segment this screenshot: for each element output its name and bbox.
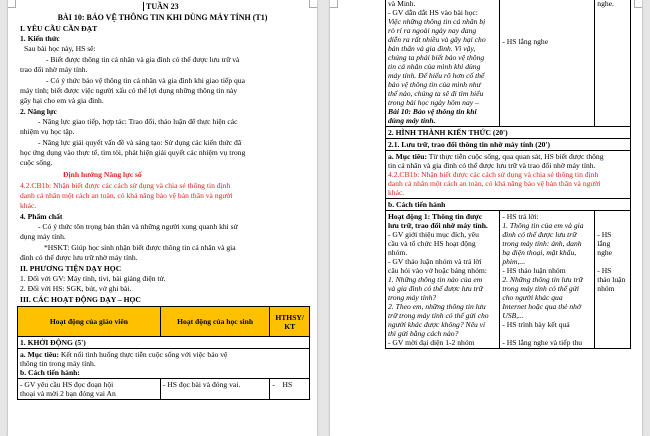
cell-line: 1. Những thông tin nào của em	[388, 275, 483, 284]
cell-line: bảo vệ thông tin của mình như	[388, 80, 481, 89]
table-cell-support: - HS	[270, 379, 310, 400]
cell-line: 2. Theo em, những thông tin lưu	[388, 302, 486, 311]
cell-line: lắng	[597, 239, 611, 248]
cell-line: và Minh.	[388, 0, 416, 8]
subsection-heading: 4. Phẩm chất	[20, 212, 63, 221]
table-cell-student	[500, 211, 595, 349]
paragraph-line: học ứng dụng vào thực tế, tìm tòi, phát hiện giải quyết các nhiệm vụ trong	[20, 148, 246, 157]
cell-line: trong máy tính?	[388, 293, 437, 302]
table-row-subsection: 2.1. Lưu trữ, trao đổi thông tin nhờ máy tính (20')	[386, 139, 631, 151]
document-page-right	[330, 0, 642, 436]
subsection-heading: 2. Năng lực	[20, 107, 57, 116]
section-heading: III. CÁC HOẠT ĐỘNG DẠY – HỌC	[20, 295, 141, 304]
red-paragraph-line: khác.	[20, 201, 37, 210]
paragraph-line: - Có ý thức bảo vệ thông tin cá nhân và gia đình khi giao tiếp qua	[46, 76, 245, 85]
paragraph-line: *HSKT: Giúp học sinh nhận biết được thông tin cá nhân và gia	[44, 243, 236, 252]
table-header-student: Hoạt động của học sinh	[160, 307, 270, 337]
paragraph-line: - Biết được thông tin cá nhân và gia đình có thể được lưu trữ và	[46, 55, 240, 64]
paragraph-line: - Năng lực giao tiếp, hợp tác: Trao đổi, thảo luận để thực hiện các	[38, 117, 238, 126]
page-corner-mark	[309, 0, 317, 8]
page-corner-mark	[330, 0, 338, 8]
paragraph-line: trao đổi nhờ máy tính.	[20, 65, 88, 74]
cell-line: nhóm.	[388, 248, 408, 257]
table-row-objective: a. Mục tiêu: Kết nối tình huống thực tiễn cuộc sống với việc bảo vệ thông tin trong máy tính. b. Cách tiến hành:	[18, 349, 310, 379]
cell-line: trong máy tính: ảnh, danh	[502, 239, 582, 248]
paragraph-line: 1. Đối với GV: Máy tính, tivi, bài giảng điện tử.	[20, 274, 166, 283]
cell-line: - GV giới thiệu mục đích, yêu	[388, 230, 479, 239]
red-paragraph-line: 4.2.CB1b: Nhận biết được các cách sử dụng và chia sẻ thông tin định	[20, 181, 231, 190]
table-row-section: 1. KHỞI ĐỘNG (5')	[18, 337, 310, 349]
cell-line: 2. Những thông tin lưu trữ	[502, 275, 583, 284]
cell-line: chúng ta phải biết bảo vệ thông	[388, 53, 485, 62]
paragraph-line: máy tính; biết được việc người xấu có thể lợi dụng những thông tin này	[20, 86, 238, 95]
cell-line: - HS lắng nghe và tiếp thu	[502, 338, 583, 347]
table-cell-student: - HS đọc bài và đóng vai.	[160, 379, 270, 400]
table-header-teacher: Hoạt động của giáo viên	[18, 307, 161, 337]
red-paragraph-line: danh cá nhân một cách an toàn, có khả năng bảo vệ bản thân và người	[20, 191, 233, 200]
table-cell-support: nghe.	[595, 0, 631, 127]
table-row-section: 2. HÌNH THÀNH KIẾN THỨC (20')	[386, 127, 631, 139]
cell-line: thì gửi bằng cách nào?	[388, 329, 459, 338]
cell-line: phim,...	[502, 257, 526, 266]
paragraph-line: - Có ý thức tôn trọng bản thân và những người xung quanh khi sử	[38, 222, 238, 231]
table-row-objective: a. Mục tiêu: Từ thực tiễn cuộc sống, qua quan sát, HS biết được thông tin cá nhân và gia đình có thể được lưu trữ và trao đổi nhờ máy tính. 4.2.CB1b: Nhận biết được các cách sử dụng và chia sẻ thông tin định danh cá nhân một cách an toàn, có khả năng bảo vệ bản thân và người khác.	[386, 151, 631, 199]
cell-line: diễn ra rất nhiều và gây hại cho	[388, 35, 486, 44]
cell-line: thảo luận	[597, 275, 626, 284]
cell-line: đình có thể được lưu trữ	[502, 230, 577, 239]
cell-line: rò rỉ ra ngoài ngày nay đang	[388, 26, 477, 35]
table-cell-teacher: - GV yêu cầu HS đọc đoạn hội thoại và mời 2 bạn đóng vai An	[18, 379, 161, 400]
cell-line: cho người khác qua	[502, 293, 563, 302]
paragraph-line: dụng máy tính.	[20, 232, 66, 241]
cell-line: Hoạt động 1: Thông tin được	[388, 212, 483, 221]
cell-line: bản thân và gia đình. Vì vậy,	[388, 44, 476, 53]
cell-line: trữ trong máy tính có thể gửi cho	[388, 311, 489, 320]
week-heading: TUẦN 23	[143, 2, 179, 11]
cell-line: máy tính. Để hiểu rõ hơn cố thể	[388, 71, 485, 80]
cell-line: bạ điện thoại, mật khẩu,	[502, 248, 577, 257]
cell-line: - HS	[597, 266, 612, 275]
cell-line: Bài 10: Bảo vệ thông tin khi	[388, 107, 477, 116]
cell-line: Internet hoặc qua thẻ nhớ	[502, 302, 582, 311]
page-corner-mark	[8, 0, 16, 8]
activities-table	[17, 306, 310, 400]
cell-line: - GV dẫn dắt HS vào bài học:	[388, 8, 478, 17]
paragraph-line: gây hại cho em và gia đình.	[20, 96, 104, 105]
section-heading: I. YÊU CẦU CẦN ĐẠT	[20, 24, 98, 33]
paragraph-line: cuộc sống.	[20, 158, 53, 167]
cell-line: - HS trình bày kết quả	[502, 320, 570, 329]
document-page-left	[8, 0, 317, 436]
cell-line	[597, 257, 628, 266]
cell-line: người khác được không? Nêu ví	[388, 320, 486, 329]
cell-line: nhóm	[597, 284, 615, 293]
cell-line: - HS trả lời:	[502, 212, 539, 221]
cell-line	[597, 212, 628, 221]
page-corner-mark	[634, 0, 642, 8]
subsection-heading: 1. Kiến thức	[20, 34, 60, 43]
paragraph-line: - Năng lực giải quyết vấn đề và sáng tạo: Sử dụng các kiến thức đã	[38, 138, 242, 147]
cell-line: - HS	[597, 230, 612, 239]
cell-line	[597, 221, 628, 230]
table-cell-support	[595, 211, 631, 349]
table-cell-teacher	[386, 211, 500, 349]
cell-line: câu hỏi vào vở hoặc bảng nhóm:	[388, 266, 487, 275]
table-cell-student: - HS lắng nghe	[500, 0, 595, 127]
cell-line: và gia đình có thể được lưu trữ	[388, 284, 483, 293]
cell-line: - HS thảo luận nhóm	[502, 266, 566, 275]
cell-line: dùng máy tính.	[388, 116, 436, 125]
activities-table-continued	[385, 0, 631, 349]
table-row-method: b. Cách tiến hành	[386, 199, 631, 211]
lesson-title: BÀI 10: BẢO VỆ THÔNG TIN KHI DÙNG MÁY TÍNH (T1)	[57, 13, 268, 22]
cell-line: lưu trữ, trao đổi nhờ máy tính.	[388, 221, 488, 230]
cell-line: nghe	[597, 248, 613, 257]
paragraph-line: nhiệm vụ học tập.	[20, 127, 75, 136]
cell-line: tin cá nhân của mình khi dùng	[388, 62, 481, 71]
table-header-support: HTHSY/ KT	[270, 307, 310, 337]
paragraph-line: Sau bài học này, HS sẽ:	[24, 44, 96, 53]
digital-competence-heading: Định hướng Năng lực số	[63, 170, 142, 179]
table-cell-teacher	[386, 0, 500, 127]
paragraph-line: 2. Đối với HS: SGK, bút, vở ghi bài.	[20, 284, 132, 293]
cell-line: 1. Thông tin của em và gia	[502, 221, 584, 230]
cell-line: USB,...	[502, 311, 524, 320]
cell-line: trong bài học ngày hôm nay –	[388, 98, 479, 107]
cell-line: trong máy tính có thể gửi	[502, 284, 579, 293]
cell-line: thế nào, chúng ta sẽ đi tìm hiểu	[388, 89, 484, 98]
paragraph-line: đình có thể được lưu trữ nhờ máy tính.	[20, 253, 138, 262]
cell-line	[502, 329, 592, 338]
section-heading: II. PHƯƠNG TIỆN DẠY HỌC	[20, 264, 122, 273]
cell-line: Việc những thông tin cá nhân bị	[388, 17, 486, 26]
cell-line: cầu và tổ chức HS hoạt động	[388, 239, 476, 248]
cell-line: - GV mời đại diện 1-2 nhóm	[388, 338, 475, 347]
cell-line: - GV thảo luận nhóm và trả lời	[388, 257, 482, 266]
